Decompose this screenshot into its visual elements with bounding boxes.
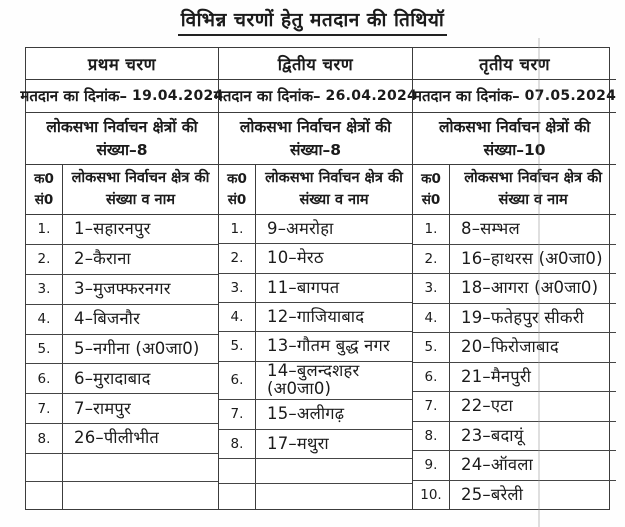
table-row	[413, 244, 616, 274]
table-row	[219, 302, 412, 331]
phase-2-name-header	[256, 165, 412, 214]
election-phases-table	[20, 47, 617, 510]
serial-header-line-1: क0	[34, 171, 54, 188]
row-serial: 1.	[413, 215, 450, 244]
phase-3-count-line-2: संख्या–10	[483, 140, 546, 159]
table-row	[219, 399, 412, 428]
table-row	[413, 480, 616, 510]
table-row	[219, 361, 412, 400]
table-row	[219, 273, 412, 302]
phase-3-name: तृतीय चरण	[413, 48, 616, 80]
table-row	[413, 391, 616, 421]
row-constituency	[63, 454, 218, 481]
row-serial: 1.	[219, 215, 256, 243]
row-constituency: 5–नगीना (अ0जा0)	[74, 338, 200, 358]
phase-2-name: द्वितीय चरण	[219, 48, 412, 80]
name-header-line-2: संख्या व नाम	[105, 191, 176, 208]
table-row	[413, 215, 616, 244]
table-row	[413, 362, 616, 392]
name-header-line-1: लोकसभा निर्वाचन क्षेत्र की	[265, 170, 403, 187]
row-serial: 6.	[26, 364, 63, 393]
table-row	[219, 429, 412, 458]
row-serial: 2.	[413, 245, 450, 274]
phase-2-subheader	[219, 165, 412, 215]
name-header-line-2: संख्या व नाम	[498, 191, 568, 208]
row-serial: 6.	[219, 362, 256, 400]
row-constituency: 18–आगरा (अ0जा0)	[461, 278, 599, 298]
row-serial: 8.	[219, 430, 256, 458]
phase-2-count-line-1: लोकसभा निर्वाचन क्षेत्रों की	[239, 118, 392, 137]
row-constituency: 4–बिजनौर	[74, 308, 141, 328]
phase-1-date-value: 19.04.2024	[132, 88, 224, 104]
serial-header-line-1: क0	[421, 171, 441, 188]
row-constituency: 17–मथुरा	[267, 433, 329, 453]
table-row	[413, 273, 616, 303]
row-constituency: 1–सहारनपुर	[74, 219, 151, 239]
serial-header-line-2: सं0	[227, 191, 247, 208]
row-constituency: 10–मेरठ	[267, 248, 324, 268]
row-serial: 8.	[26, 424, 63, 453]
phase-1-name: प्रथम चरण	[26, 48, 218, 80]
phase-2-rows	[219, 215, 412, 509]
row-serial: 6.	[413, 363, 450, 392]
phase-1-column	[20, 48, 224, 509]
table-row	[26, 274, 218, 304]
table-row	[26, 393, 218, 423]
phase-2-polling-date	[213, 80, 418, 113]
phase-1-count-line-1: लोकसभा निर्वाचन क्षेत्रों की	[46, 118, 198, 137]
row-serial: 4.	[413, 304, 450, 333]
table-row	[219, 331, 412, 360]
phase-3-date-value: 07.05.2024	[524, 88, 617, 104]
phase-3-subheader	[413, 165, 616, 215]
serial-header-line-2: सं0	[421, 191, 441, 208]
row-serial: 7.	[219, 400, 256, 428]
table-row	[26, 334, 218, 364]
row-constituency: 15–अलीगढ़	[267, 404, 345, 424]
row-serial: 7.	[26, 394, 63, 423]
phase-3-name-header	[450, 165, 616, 214]
row-constituency: 14–बुलन्दशहर (अ0जा0)	[267, 360, 360, 399]
phase-1-serial-header	[26, 165, 63, 214]
row-constituency: 19–फतेहपुर सीकरी	[461, 307, 585, 327]
row-constituency: 7–रामपुर	[74, 398, 131, 418]
serial-header-line-1: क0	[227, 171, 247, 188]
table-row	[413, 332, 616, 362]
serial-header-line-2: सं0	[34, 191, 54, 208]
row-serial	[219, 484, 256, 509]
table-row-empty	[219, 458, 412, 484]
row-constituency	[63, 482, 218, 509]
row-constituency: 8–सम्भल	[461, 219, 520, 239]
phase-2-date-value: 26.04.2024	[325, 88, 418, 104]
phase-3-date-label: मतदान का दिनांक–	[413, 87, 520, 105]
row-serial	[26, 482, 63, 509]
row-serial: 7.	[413, 392, 450, 421]
row-serial: 10.	[413, 481, 450, 510]
phase-2-serial-header	[219, 165, 256, 214]
row-serial	[219, 459, 256, 484]
row-constituency: 23–बदायूं	[461, 425, 524, 445]
phase-3-count-line-1: लोकसभा निर्वाचन क्षेत्रों की	[438, 118, 591, 137]
phase-3-polling-date	[413, 80, 616, 113]
table-row-empty	[219, 483, 412, 509]
phase-1-constituency-count	[26, 113, 218, 165]
row-serial: 9.	[413, 451, 450, 480]
row-constituency: 26–पीलीभीत	[74, 428, 160, 448]
name-header-line-1: लोकसभा निर्वाचन क्षेत्र की	[71, 170, 210, 187]
phase-3-constituency-count	[413, 113, 616, 165]
table-row-empty	[26, 453, 218, 481]
row-serial: 3.	[219, 274, 256, 302]
row-serial: 8.	[413, 422, 450, 451]
table-row	[413, 421, 616, 451]
row-serial: 2.	[219, 244, 256, 272]
row-constituency: 6–मुरादाबाद	[74, 368, 151, 388]
table-row	[26, 304, 218, 334]
phase-2-count-line-2: संख्या–8	[289, 140, 342, 159]
phase-3-serial-header	[413, 165, 450, 214]
phase-3-rows	[413, 215, 616, 509]
row-constituency: 11–बागपत	[267, 277, 340, 297]
name-header-line-1: लोकसभा निर्वाचन क्षेत्र की	[464, 170, 602, 187]
table-row	[26, 363, 218, 393]
phase-1-name-header	[63, 165, 218, 214]
title-row	[0, 6, 625, 36]
row-serial	[26, 454, 63, 481]
table-row	[26, 215, 218, 244]
table-row-empty	[26, 481, 218, 509]
row-serial: 5.	[413, 333, 450, 362]
row-constituency: 25–बरेली	[461, 484, 524, 504]
table-row	[26, 423, 218, 453]
row-constituency: 3–मुजफ्फरनगर	[74, 278, 171, 298]
table-row	[26, 244, 218, 274]
phase-1-subheader	[26, 165, 218, 215]
phase-2-constituency-count	[219, 113, 412, 165]
row-constituency: 12–गाजियाबाद	[267, 306, 365, 326]
phase-1-date-label: मतदान का दिनांक–	[20, 87, 128, 105]
row-serial: 4.	[26, 305, 63, 334]
row-serial: 2.	[26, 245, 63, 274]
table-row	[219, 215, 412, 243]
row-constituency: 13–गौतम बुद्ध नगर	[267, 336, 390, 356]
row-constituency: 16–हाथरस (अ0जा0)	[461, 248, 603, 268]
table-row	[413, 450, 616, 480]
row-serial: 3.	[413, 274, 450, 303]
table-row	[219, 243, 412, 272]
row-constituency: 22–एटा	[461, 396, 513, 416]
phase-2-date-label: मतदान का दिनांक–	[213, 87, 321, 105]
phase-1-rows	[26, 215, 218, 509]
phase-1-count-line-2: संख्या–8	[96, 140, 148, 159]
row-constituency	[256, 459, 412, 484]
row-constituency: 2–कैराना	[74, 249, 131, 269]
table-row	[413, 303, 616, 333]
row-serial: 5.	[219, 332, 256, 360]
row-constituency: 24–ऑवला	[461, 455, 533, 475]
row-constituency: 9–अमरोहा	[267, 218, 334, 238]
page-title: विभिन्न चरणों हेतु मतदान की तिथियॉ	[178, 6, 448, 36]
row-constituency: 21–मैनपुरी	[461, 366, 532, 386]
row-serial: 3.	[26, 275, 63, 304]
row-constituency	[256, 484, 412, 509]
name-header-line-2: संख्या व नाम	[299, 191, 369, 208]
row-constituency: 20–फिरोजाबाद	[461, 337, 559, 357]
row-serial: 4.	[219, 303, 256, 331]
row-serial: 1.	[26, 215, 63, 244]
row-serial: 5.	[26, 335, 63, 364]
phase-1-polling-date	[20, 80, 224, 113]
phase-3-column	[412, 48, 616, 509]
phase-2-column	[213, 48, 418, 509]
